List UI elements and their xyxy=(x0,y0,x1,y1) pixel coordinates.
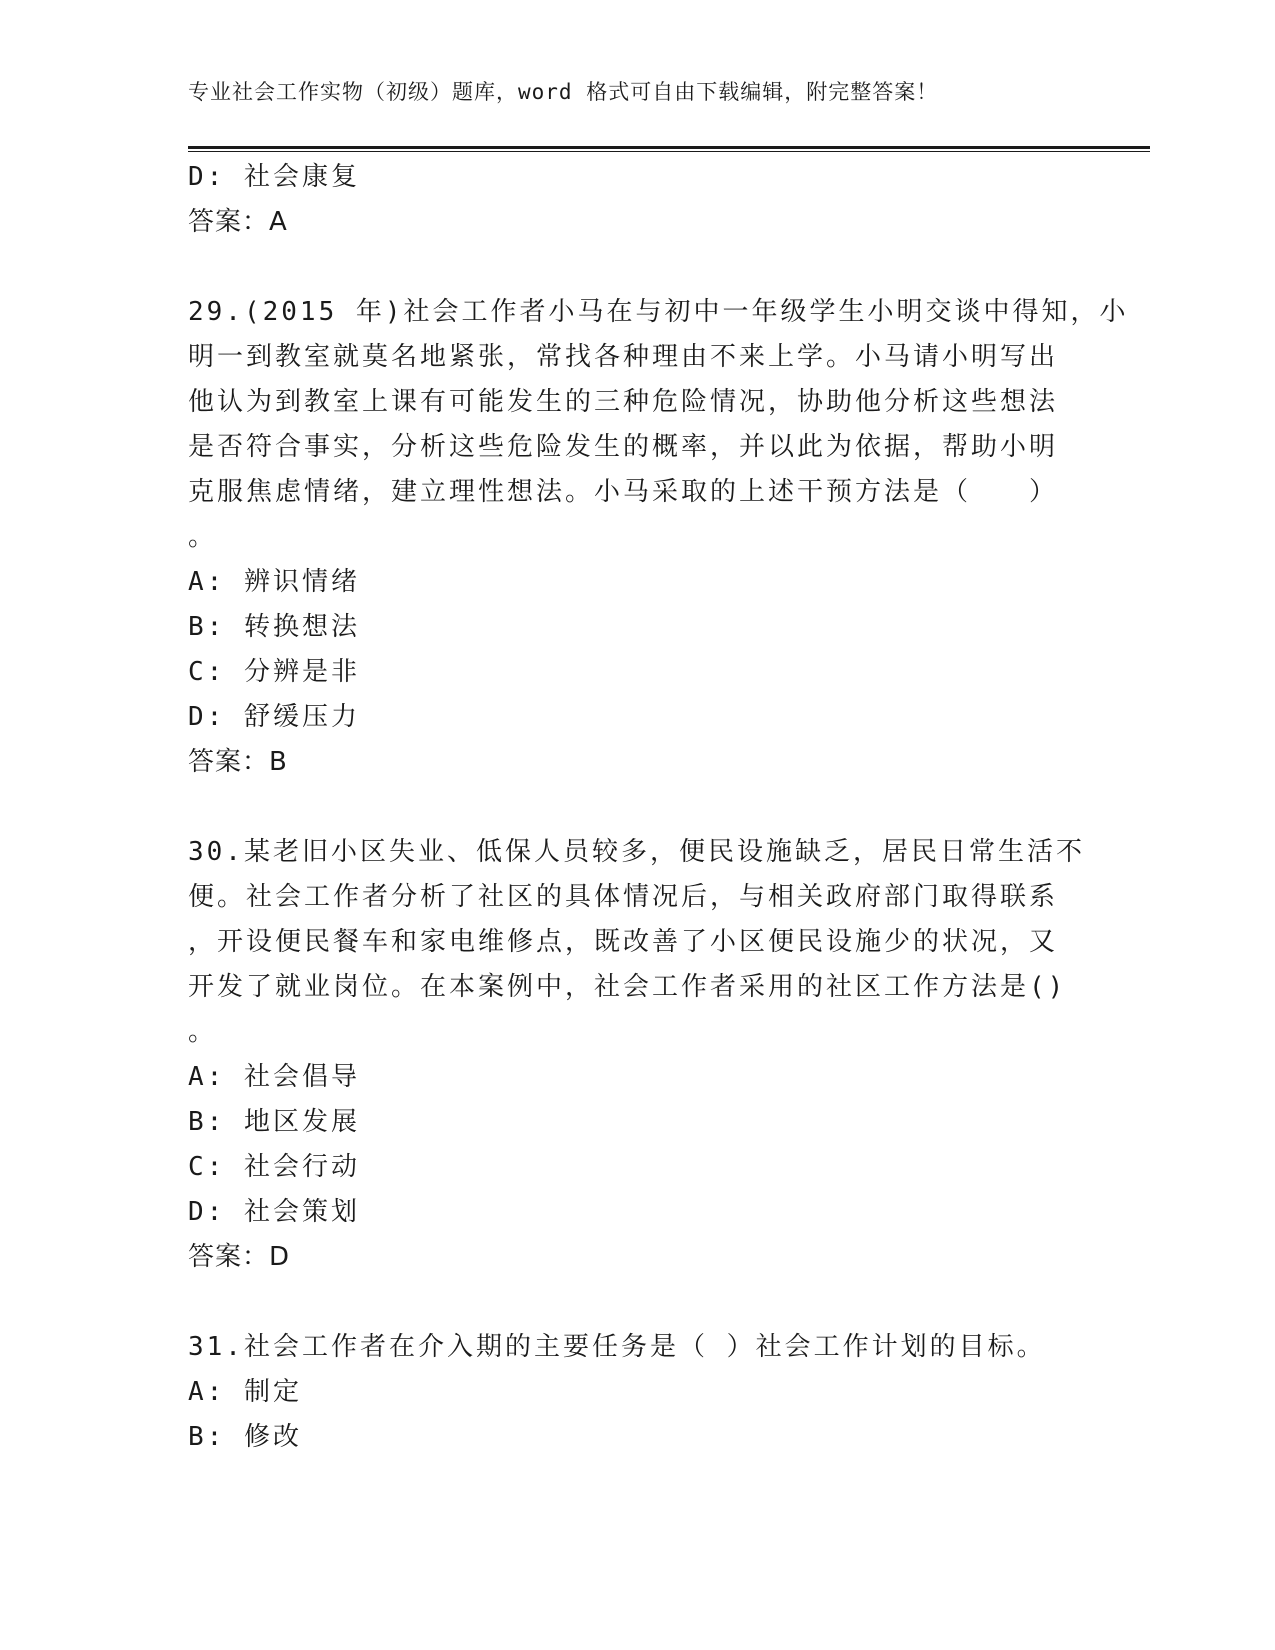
question-29-text: 29.(2015 年)社会工作者小马在与初中一年级学生小明交谈中得知，小 xyxy=(188,297,1129,327)
option-line: A: 社会倡导 xyxy=(188,1062,360,1092)
question-31-text: 31.社会工作者在介入期的主要任务是（ ）社会工作计划的目标。 xyxy=(188,1332,1046,1362)
question-content xyxy=(188,155,1129,1460)
option-line: C: 社会行动 xyxy=(188,1152,360,1182)
spacer xyxy=(188,1280,1088,1325)
answer-line: 答案：D xyxy=(188,1242,291,1272)
option-line: B: 转换想法 xyxy=(188,612,360,642)
question-29-text: 他认为到教室上课有可能发生的三种危险情况，协助他分析这些想法 xyxy=(188,387,1059,417)
spacer xyxy=(188,785,1088,830)
question-29-text: 。 xyxy=(188,522,218,552)
option-line: D: 社会策划 xyxy=(188,1197,360,1227)
option-line: B: 修改 xyxy=(188,1422,302,1452)
question-29-text: 是否符合事实，分析这些危险发生的概率，并以此为依据，帮助小明 xyxy=(188,432,1059,462)
question-30-text: ，开设便民餐车和家电维修点，既改善了小区便民设施少的状况，又 xyxy=(188,927,1059,957)
question-29-text: 明一到教室就莫名地紧张，常找各种理由不来上学。小马请小明写出 xyxy=(188,342,1059,372)
question-29-text: 克服焦虑情绪，建立理性想法。小马采取的上述干预方法是（ ） xyxy=(188,477,1059,507)
question-30-text: 开发了就业岗位。在本案例中，社会工作者采用的社区工作方法是() xyxy=(188,972,1067,1002)
question-30-text: 便。社会工作者分析了社区的具体情况后，与相关政府部门取得联系 xyxy=(188,882,1059,912)
question-30-text: 。 xyxy=(188,1017,218,1047)
answer-line: 答案：B xyxy=(188,747,288,777)
option-line: C: 分辨是非 xyxy=(188,657,360,687)
spacer xyxy=(188,245,1088,290)
answer-line: 答案：A xyxy=(188,207,288,237)
question-30-text: 30.某老旧小区失业、低保人员较多，便民设施缺乏，居民日常生活不 xyxy=(188,837,1085,867)
option-line: D: 舒缓压力 xyxy=(188,702,360,732)
page-header: 专业社会工作实物（初级）题库，word 格式可自由下载编辑，附完整答案！ xyxy=(188,80,939,104)
option-line: D: 社会康复 xyxy=(188,162,360,192)
option-line: A: 辨识情绪 xyxy=(188,567,360,597)
option-line: A: 制定 xyxy=(188,1377,302,1407)
header-divider xyxy=(188,146,1150,152)
option-line: B: 地区发展 xyxy=(188,1107,360,1137)
